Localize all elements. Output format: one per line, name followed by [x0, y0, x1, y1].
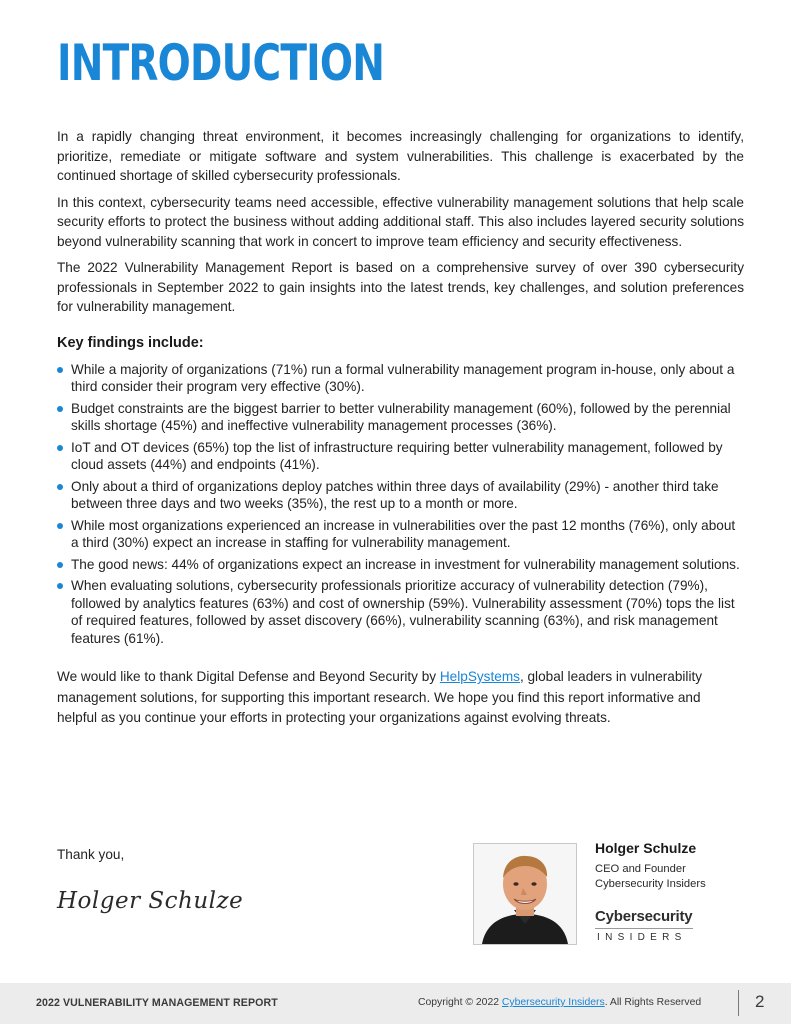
bullet-icon — [57, 583, 63, 589]
logo-subtitle: INSIDERS — [597, 932, 687, 943]
finding-item — [57, 556, 744, 574]
sign-off: Thank you, — [57, 847, 125, 862]
finding-text: While most organizations experienced an increase in vulnerabilities over the past 12 months (76%), only about a third (30%) expect an increase in staffing for vulnerability management. — [71, 517, 736, 550]
author-role-company: Cybersecurity Insiders — [595, 878, 706, 890]
finding-item — [57, 577, 744, 647]
finding-text: Budget constraints are the biggest barrier to better vulnerability management (60%), followed by the perennial skills shortage (45%) and ineffective vulnerability management processes (36%). — [71, 400, 731, 433]
finding-text: IoT and OT devices (65%) top the list of infrastructure requiring better vulnerability management, followed by cloud assets (44%) and endpoints (41%). — [71, 439, 723, 472]
bullet-icon — [57, 406, 63, 412]
main-content — [57, 127, 744, 729]
page-footer — [0, 983, 791, 1024]
intro-paragraph-1: In a rapidly changing threat environment, it becomes increasingly challenging for organizations to identify, prioritize, remediate or mitigate software and system vulnerabilities. This challenge is exacerbated by the continued shortage of skilled cybersecurity professionals. — [57, 129, 744, 183]
copyright-suffix: . All Rights Reserved — [604, 997, 702, 1008]
helpsystems-link[interactable]: HelpSystems — [439, 669, 520, 684]
finding-text: Only about a third of organizations deploy patches within three days of availability (29%) - another third take between three days and two weeks (35%), the rest up to a month or more. — [71, 478, 719, 511]
thanks-text-after: , global leaders in vulnerability management solutions, for supporting this important research. We hope you find this report informative and helpful as you continue your efforts in protecting your organizations against evolving threats. — [57, 669, 703, 725]
intro-paragraph-2: In this context, cybersecurity teams need accessible, effective vulnerability management solutions that help scale security efforts to protect the business without adding additional staff. This also includes layered security solutions beyond vulnerability scanning that work in concert to improve team efficiency and security effectiveness. — [57, 194, 744, 249]
finding-text: When evaluating solutions, cybersecurity professionals prioritize accuracy of vulnerability detection (79%), followed by analytics features (63%) and cost of ownership (59%). Vulnerability assessment (70%) tops the list of required features, followed by asset discovery (66%), vulnerability scanning (63%), and risk management features (61%). — [71, 578, 735, 646]
finding-item — [57, 478, 744, 513]
author-role-title: CEO and Founder — [595, 863, 686, 875]
thanks-text-before: We would like to thank Digital Defense and Beyond Security by — [57, 669, 440, 684]
footer-report-title: 2022 VULNERABILITY MANAGEMENT REPORT — [36, 997, 278, 1009]
finding-item — [57, 400, 744, 435]
bullet-icon — [57, 562, 63, 568]
page-title: INTRODUCTION — [57, 34, 385, 92]
bullet-icon — [57, 484, 63, 490]
cybersecurity-insiders-logo: Cybersecurity — [595, 908, 693, 925]
bullet-icon — [57, 445, 63, 451]
intro-paragraph-3: The 2022 Vulnerability Management Report is based on a comprehensive survey of over 390 cybersecurity professionals in September 2022 to gain insights into the latest trends, key challenges, and solution preferences for vulnerability management. — [57, 260, 744, 314]
author-photo — [473, 843, 577, 945]
copyright-prefix: Copyright © 2022 — [418, 997, 502, 1008]
finding-text: The good news: 44% of organizations expect an increase in investment for vulnerability management solutions. — [71, 556, 740, 572]
finding-text: While a majority of organizations (71%) run a formal vulnerability management program in-house, only about a third consider their program very effective (30%). — [71, 361, 735, 394]
bullet-icon — [57, 367, 63, 373]
footer-divider — [738, 990, 739, 1016]
page-number: 2 — [755, 992, 765, 1011]
finding-item — [57, 361, 744, 396]
author-portrait-image — [474, 844, 576, 944]
finding-item — [57, 439, 744, 474]
finding-item — [57, 517, 744, 552]
author-name: Holger Schulze — [595, 840, 697, 856]
bullet-icon — [57, 523, 63, 529]
handwritten-signature: Holger Schulze — [57, 888, 244, 914]
author-role — [595, 862, 706, 892]
key-findings-heading: Key findings include: — [57, 334, 204, 351]
cybersecurity-insiders-link[interactable]: Cybersecurity Insiders — [501, 997, 605, 1008]
footer-copyright — [418, 997, 701, 1008]
key-findings-list — [57, 361, 744, 648]
logo-divider — [595, 928, 693, 929]
thanks-paragraph — [57, 667, 744, 729]
